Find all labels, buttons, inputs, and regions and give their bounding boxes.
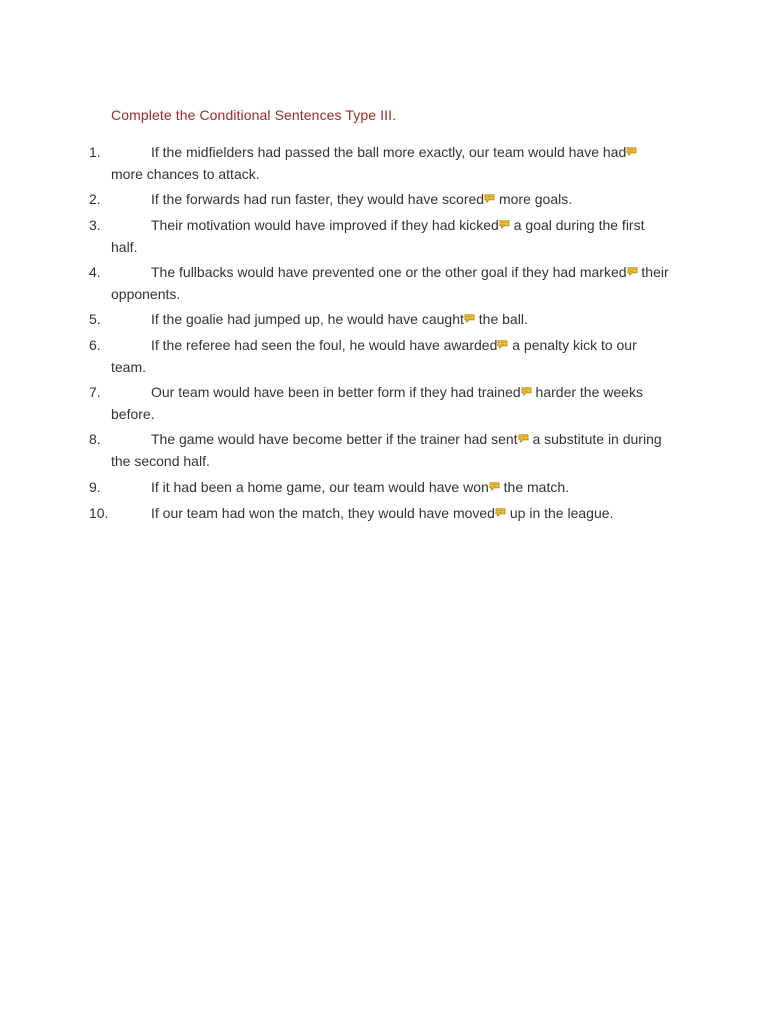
list-item [0, 334, 768, 378]
item-text-before: If the referee had seen the foul, he would have awarded [151, 337, 498, 353]
item-text-after: a penalty kick to our team. [111, 337, 637, 375]
item-number: 6. [89, 337, 101, 353]
item-number: 5. [89, 311, 101, 327]
item-number: 9. [89, 479, 101, 495]
list-item [0, 308, 768, 330]
item-text-before: The game would have become better if the trainer had sent [151, 431, 518, 447]
comment-bubble-icon[interactable] [499, 220, 510, 229]
comment-bubble-icon[interactable] [626, 147, 637, 156]
list-item [0, 188, 768, 210]
item-text [111, 308, 671, 330]
comment-bubble-icon[interactable] [489, 482, 500, 491]
item-text-after: their opponents. [111, 264, 669, 302]
item-text-after: a substitute in during the second half. [111, 431, 662, 469]
item-text-before: If our team had won the match, they would have moved [151, 505, 495, 521]
item-number: 3. [89, 217, 101, 233]
comment-bubble-icon[interactable] [484, 194, 495, 203]
comment-bubble-icon[interactable] [521, 387, 532, 396]
list-item [0, 502, 768, 524]
item-text-before: If the goalie had jumped up, he would have caught [151, 311, 464, 327]
item-text [111, 334, 671, 378]
item-text [111, 214, 671, 258]
item-text-after: harder the weeks before. [111, 384, 643, 422]
item-text [111, 261, 671, 305]
list-item [0, 428, 768, 472]
item-number: 7. [89, 384, 101, 400]
item-text-after: a goal during the first half. [111, 217, 645, 255]
item-text-before: Their motivation would have improved if they had kicked [151, 217, 499, 233]
item-text-before: Our team would have been in better form if they had trained [151, 384, 521, 400]
item-text-before: If the midfielders had passed the ball more exactly, our team would have had [151, 144, 627, 160]
comment-bubble-icon[interactable] [497, 340, 508, 349]
list-item [0, 381, 768, 425]
item-text [111, 188, 671, 210]
comment-bubble-icon[interactable] [464, 314, 475, 323]
page-title: Complete the Conditional Sentences Type III. [111, 107, 397, 123]
item-number: 4. [89, 264, 101, 280]
item-text [111, 428, 671, 472]
list-item [0, 141, 768, 185]
item-number: 2. [89, 191, 101, 207]
item-text-after: up in the league. [509, 505, 614, 521]
item-text-before: If the forwards had run faster, they would have scored [151, 191, 485, 207]
comment-bubble-icon[interactable] [495, 508, 506, 517]
comment-bubble-icon[interactable] [627, 267, 638, 276]
item-text-after: the match. [503, 479, 570, 495]
list-item [0, 476, 768, 498]
item-text-before: If it had been a home game, our team would have won [151, 479, 489, 495]
item-text-after: the ball. [478, 311, 528, 327]
item-text-before: The fullbacks would have prevented one or the other goal if they had marked [151, 264, 627, 280]
item-text-after: more goals. [498, 191, 573, 207]
list-item [0, 261, 768, 305]
item-number: 10. [89, 505, 109, 521]
item-number: 1. [89, 144, 101, 160]
item-text [111, 381, 671, 425]
item-text [111, 476, 671, 498]
item-number: 8. [89, 431, 101, 447]
item-text [111, 141, 671, 185]
comment-bubble-icon[interactable] [518, 434, 529, 443]
item-text-after: more chances to attack. [111, 166, 260, 182]
list-item [0, 214, 768, 258]
item-text [111, 502, 671, 524]
